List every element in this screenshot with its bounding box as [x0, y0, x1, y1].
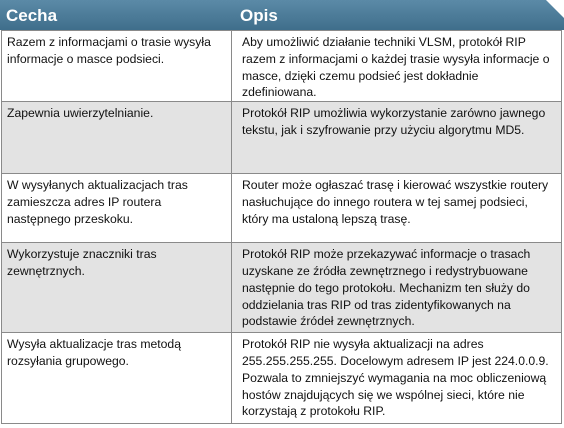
cecha-cell: Zapewnia uwierzytelnianie.: [2, 102, 232, 174]
table-header: [0, 0, 564, 30]
opis-cell: Router może ogłaszać trasę i kierować wszystkie routery nasłuchujące do innego routera w tej samej podsieci, który ma ustaloną lepszą trasę.: [232, 174, 562, 243]
header-corner-notch: [546, 0, 564, 18]
cecha-cell: W wysyłanych aktualizacjach tras zamieszcza adres IP routera następnego przeskoku.: [2, 174, 232, 243]
opis-cell: Protokół RIP może przekazywać informacje o trasach uzyskane ze źródła zewnętrznego i redystrybuowane następnie do tego protokołu. Mechanizm ten służy do oddzielania tras RIP od tras zidentyfikowanych na podstawie źródeł zewnętrznych.: [232, 243, 562, 333]
opis-cell: Aby umożliwić działanie techniki VLSM, protokół RIP razem z informacjami o każdej trasie wysyła informacje o masce, dzięki czemu podsieć jest dokładnie zdefiniowana.: [232, 31, 562, 102]
opis-cell: Protokół RIP umożliwia wykorzystanie zarówno jawnego tekstu, jak i szyfrowanie przy użyciu algorytmu MD5.: [232, 102, 562, 174]
table-row: [2, 102, 562, 174]
feature-table: [1, 30, 562, 424]
table-row: [2, 31, 562, 102]
cecha-cell: Wykorzystuje znaczniki tras zewnętrznych.: [2, 243, 232, 333]
cecha-cell: Wysyła aktualizacje tras metodą rozsyłania grupowego.: [2, 333, 232, 424]
cecha-cell: Razem z informacjami o trasie wysyła informacje o masce podsieci.: [2, 31, 232, 102]
table-row: [2, 333, 562, 424]
opis-cell: Protokół RIP nie wysyła aktualizacji na adres 255.255.255.255. Docelowym adresem IP jest 224.0.0.9. Pozwala to zmniejszyć wymagania na moc obliczeniową hostów znajdujących się we wspólnej sieci, które nie korzystają z protokołu RIP.: [232, 333, 562, 424]
table-row: [2, 174, 562, 243]
header-opis: Opis: [240, 6, 278, 25]
table-row: [2, 243, 562, 333]
header-cecha: Cecha: [6, 6, 58, 25]
